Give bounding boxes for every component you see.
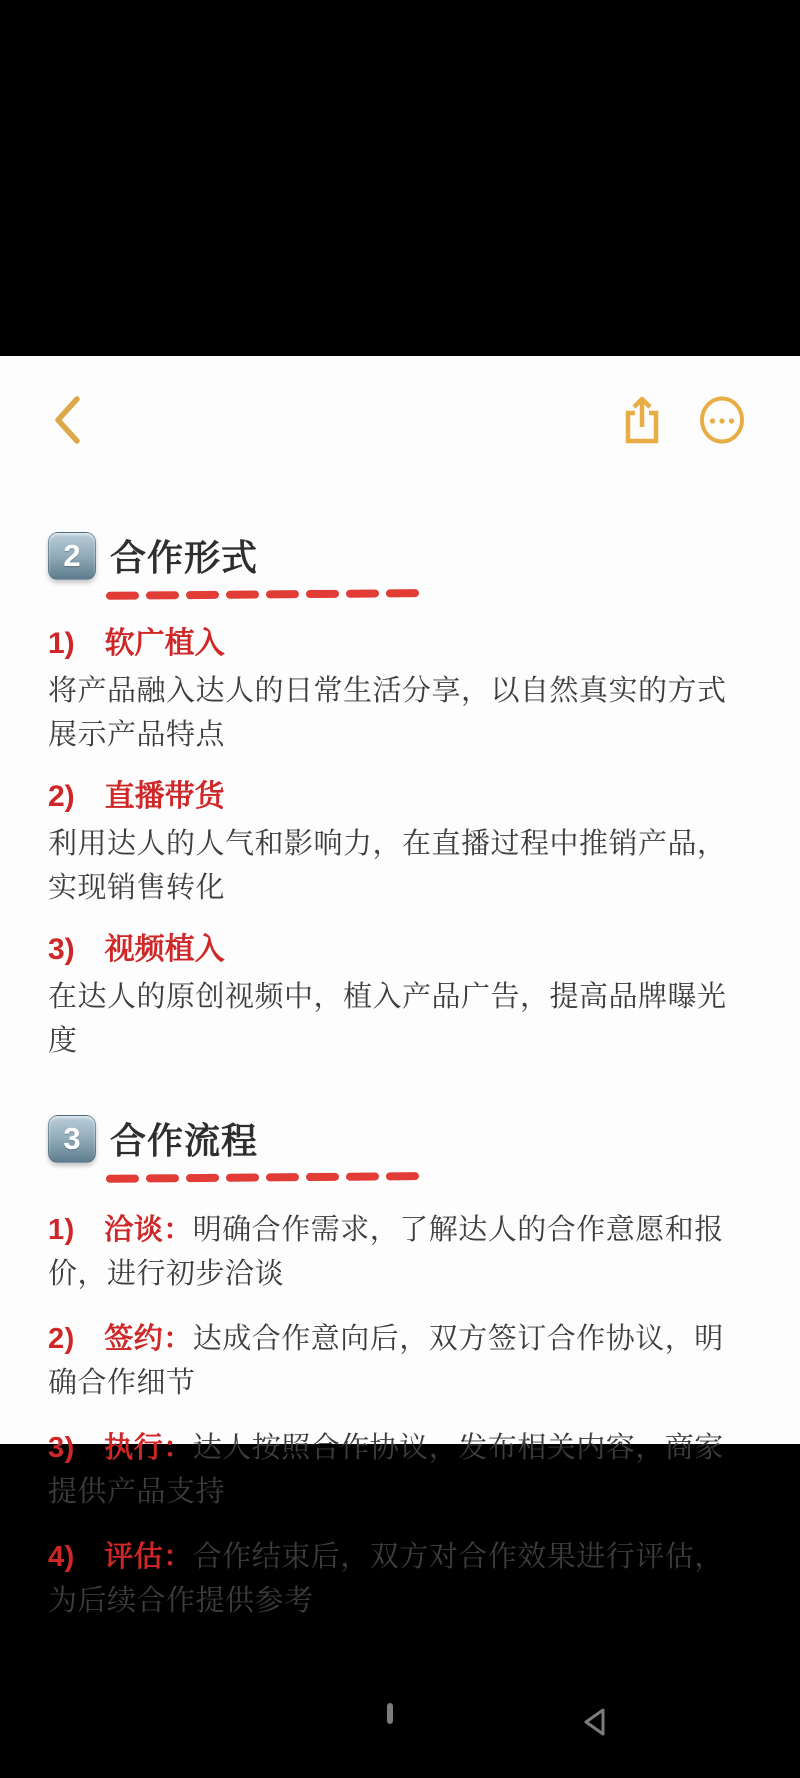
flow-item-text: 明确合作需求，了解达人的合作意愿和报价，进行初步洽谈 — [48, 1214, 724, 1290]
item-body: 在达人的原创视频中，植入产品广告，提高品牌曝光度 — [48, 981, 727, 1057]
flow-item-label: 2) 签约： — [48, 1323, 193, 1355]
flow-item — [48, 1535, 752, 1623]
section-title: 合作形式 — [110, 537, 259, 578]
flow-item — [48, 1317, 752, 1405]
top-navbar — [0, 356, 800, 446]
dashed-underline — [106, 1166, 752, 1190]
dashed-underline — [106, 583, 752, 607]
home-square-icon — [387, 1703, 393, 1724]
flow-item-label: 1) 洽谈： — [48, 1214, 193, 1246]
chevron-left-icon — [52, 396, 82, 447]
share-icon — [622, 396, 662, 447]
item-heading: 2) 直播带货 — [48, 780, 225, 813]
flow-item-text: 达成合作意向后，双方签订合作协议，明确合作细节 — [48, 1323, 724, 1399]
flow-item-text: 合作结束后，双方对合作效果进行评估，为后续合作提供参考 — [48, 1541, 724, 1617]
note-sheet — [0, 356, 800, 1617]
back-button[interactable] — [52, 396, 82, 447]
flow-item-text: 达人按照合作协议，发布相关内容，商家提供产品支持 — [48, 1432, 724, 1508]
flow-item — [48, 1208, 752, 1296]
section-heading-process — [48, 1113, 752, 1164]
home-button[interactable] — [387, 1706, 393, 1721]
ellipsis-circle-icon — [698, 396, 746, 447]
android-nav-bar — [0, 1688, 800, 1778]
flow-item — [48, 1426, 752, 1514]
share-button[interactable] — [622, 396, 662, 447]
navbar-actions — [622, 396, 746, 447]
section-heading-forms — [48, 530, 752, 581]
item-body: 利用达人的人气和影响力，在直播过程中推销产品，实现销售转化 — [48, 828, 727, 904]
item-heading: 3) 视频植入 — [48, 933, 225, 966]
item-heading: 1) 软广植入 — [48, 627, 225, 660]
keycap-3-badge: 3 — [48, 1115, 96, 1163]
android-back-button[interactable] — [580, 1706, 608, 1741]
item-body: 将产品融入达人的日常生活分享，以自然真实的方式展示产品特点 — [48, 675, 727, 751]
note-content — [0, 530, 800, 1623]
flow-item-label: 3) 执行： — [48, 1432, 193, 1464]
section-title: 合作流程 — [110, 1120, 259, 1161]
keycap-2-badge: 2 — [48, 532, 96, 580]
more-button[interactable] — [698, 396, 746, 447]
flow-item-label: 4) 评估： — [48, 1541, 193, 1573]
triangle-left-icon — [580, 1726, 608, 1741]
